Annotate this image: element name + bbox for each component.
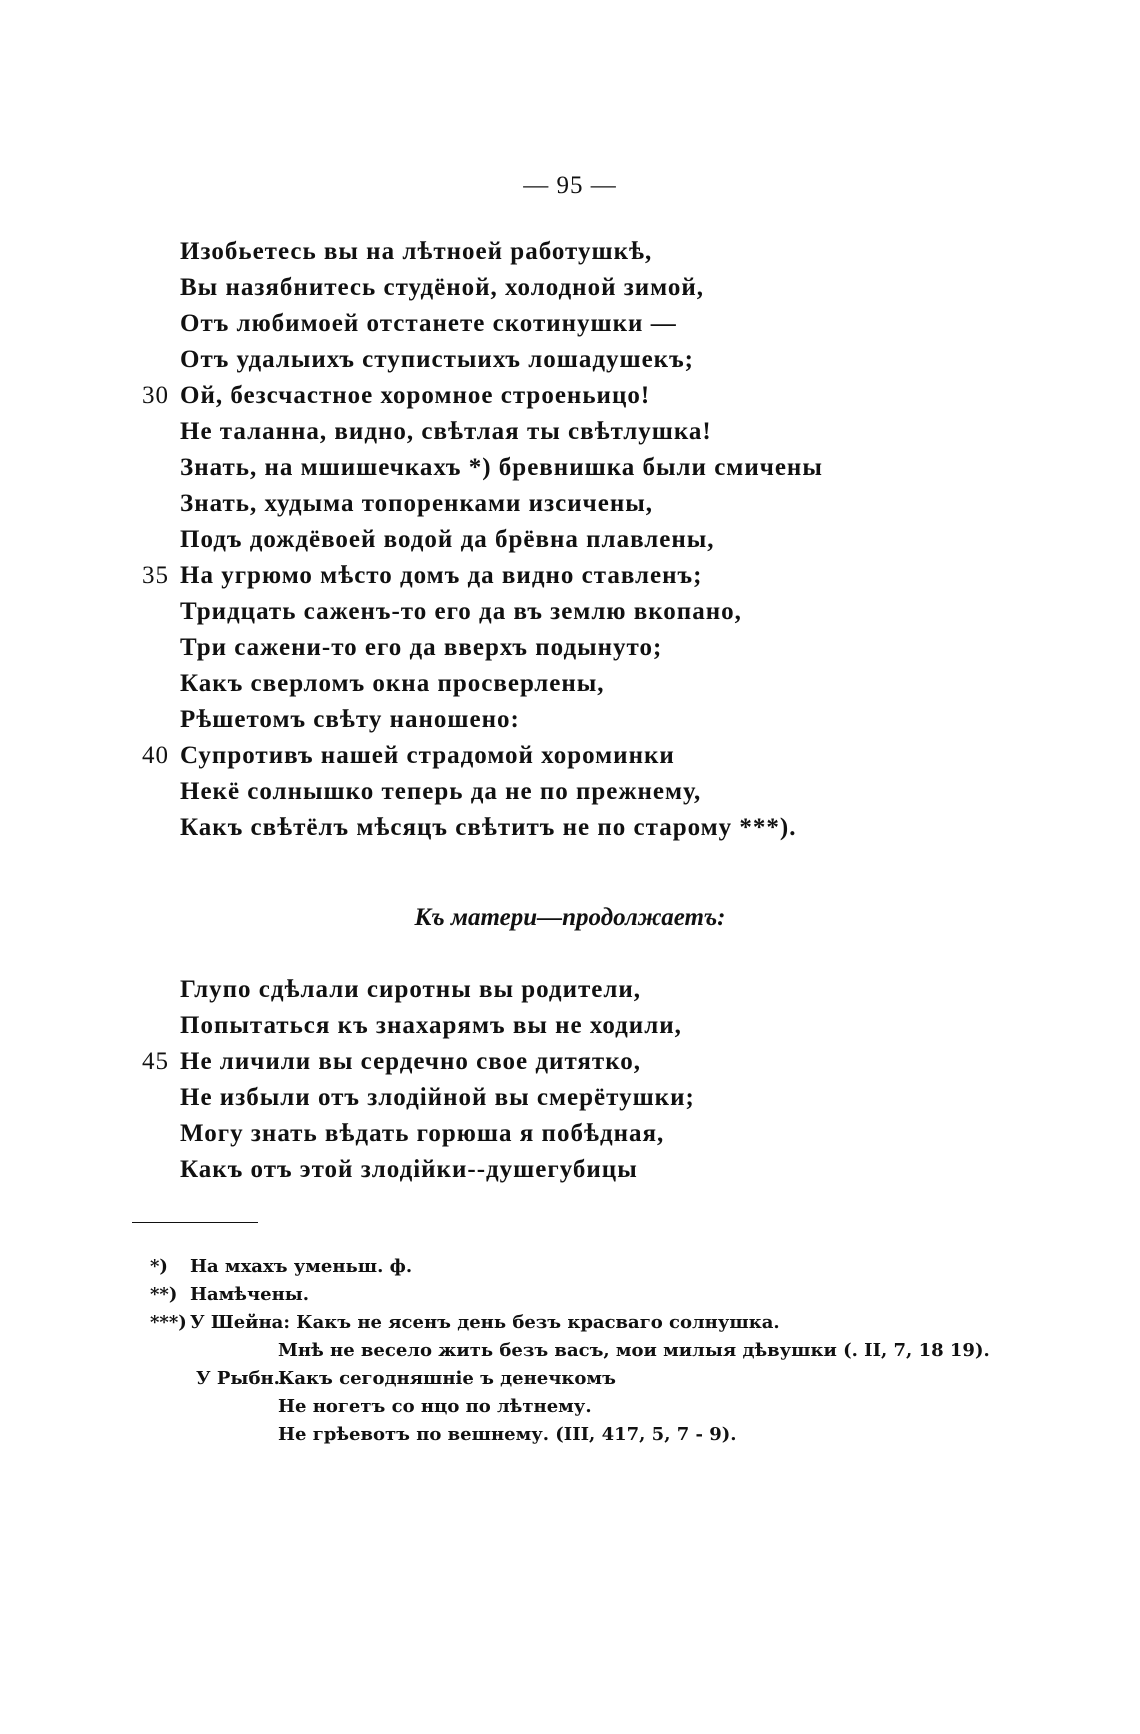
footnote-3-line-4 (150, 1393, 1050, 1421)
footnote-3-line-2 (150, 1337, 1050, 1365)
verse-line (180, 774, 1040, 810)
line-number: 40 (142, 742, 169, 769)
verse-line (180, 414, 1040, 450)
verse-text: Ой, безсчастное хоромное строеньицо! (180, 382, 651, 409)
verse-text: Попытаться къ знахарямъ вы не ходили, (180, 1012, 682, 1039)
footnote-1 (150, 1253, 1050, 1281)
verse-text: Не личили вы сердечно свое дитятко, (180, 1048, 642, 1075)
verse-line (142, 738, 1040, 774)
verse-line (180, 450, 1040, 486)
footnote-text: Не ногетъ со нцо по лѣтнему. (278, 1396, 592, 1417)
verse-line (180, 1116, 1040, 1152)
footnote-text: На мхахъ уменьш. ф. (190, 1256, 413, 1277)
verse-text: Глупо сдѣлали сиротны вы родители, (180, 976, 642, 1003)
footnote-text: Не грѣевотъ по вешнему. (III, 417, 5, 7 - 9). (278, 1424, 737, 1445)
section-heading: Къ матери—продолжаетъ: (414, 904, 726, 931)
verse-text: Могу знать вѣдать горюша я побѣдная, (180, 1120, 665, 1147)
verse-text: Отъ удалыихъ ступистыихъ лошадушекъ; (180, 346, 694, 373)
verse-text: Не избыли отъ злодійной вы смерётушки; (180, 1084, 695, 1111)
verse-text: Три сажени-то его да вверхъ подынуто; (180, 634, 663, 661)
footnotes (150, 1253, 1050, 1449)
line-number: 45 (142, 1048, 169, 1075)
verse-block-bottom (142, 972, 1040, 1188)
footnote-mark: *) (150, 1256, 168, 1277)
verse-text: Изобьетесь вы на лѣтноей работушкѣ, (180, 238, 653, 265)
verse-line (180, 522, 1040, 558)
verse-line (142, 378, 1040, 414)
verse-line (180, 810, 1040, 846)
verse-line (180, 270, 1040, 306)
footnote-rule (132, 1222, 258, 1223)
verse-text: Тридцать саженъ-то его да въ землю вкопано, (180, 598, 742, 625)
verse-text: Какъ сверломъ окна просверлены, (180, 670, 605, 697)
verse-text: Отъ любимоей отстанете скотинушки — (180, 310, 677, 337)
verse-line (142, 1044, 1040, 1080)
footnote-source: У Рыбн.: (196, 1368, 287, 1389)
verse-text: Не таланна, видно, свѣтлая ты свѣтлушка! (180, 418, 712, 445)
footnote-2 (150, 1281, 1050, 1309)
footnote-text: Какъ сегодняшніе ъ денечкомъ (278, 1368, 616, 1389)
footnote-3-line-3 (150, 1365, 1050, 1393)
verse-text: Вы назябнитесь студёной, холодной зимой, (180, 274, 705, 301)
verse-line (142, 558, 1040, 594)
verse-line (180, 306, 1040, 342)
verse-line (180, 1152, 1040, 1188)
verse-line (180, 972, 1040, 1008)
footnote-3-line-5 (150, 1421, 1050, 1449)
verse-line (180, 234, 1040, 270)
footnote-text: Намѣчены. (190, 1284, 310, 1305)
footnote-3 (150, 1309, 1050, 1337)
verse-line (180, 1008, 1040, 1044)
footnote-mark: ***) (150, 1312, 187, 1333)
footnote-text: Мнѣ не весело жить безъ васъ, мои милыя дѣвушки (. II, 7, 18 19). (278, 1340, 990, 1361)
footnote-mark: **) (150, 1284, 178, 1305)
verse-text: Супротивъ нашей страдомой хороминки (180, 742, 675, 769)
verse-text: На угрюмо мѣсто домъ да видно ставленъ; (180, 562, 703, 589)
line-number: 30 (142, 382, 169, 409)
line-number: 35 (142, 562, 169, 589)
verse-line (180, 342, 1040, 378)
footnote-text: У Шейна: Какъ не ясенъ день безъ красваго солнушка. (190, 1312, 780, 1333)
verse-text: Знать, на мшишечкахъ *) бревнишка были смичены (180, 454, 823, 481)
verse-block-top (142, 234, 1040, 846)
verse-line (180, 666, 1040, 702)
verse-text: Знать, худыма топоренками изсичены, (180, 490, 653, 517)
verse-text: Какъ свѣтёлъ мѣсяцъ свѣтитъ не по старому ***). (180, 814, 797, 841)
verse-line (180, 1080, 1040, 1116)
page-number: — 95 — (523, 172, 617, 199)
verse-text: Некё солнышко теперь да не по прежнему, (180, 778, 702, 805)
verse-line (180, 594, 1040, 630)
verse-line (180, 486, 1040, 522)
verse-line (180, 702, 1040, 738)
verse-line (180, 630, 1040, 666)
verse-text: Какъ отъ этой злодійки--душегубицы (180, 1156, 638, 1183)
verse-text: Рѣшетомъ свѣту наношено: (180, 706, 520, 733)
verse-text: Подъ дождёвоей водой да брёвна плавлены, (180, 526, 715, 553)
